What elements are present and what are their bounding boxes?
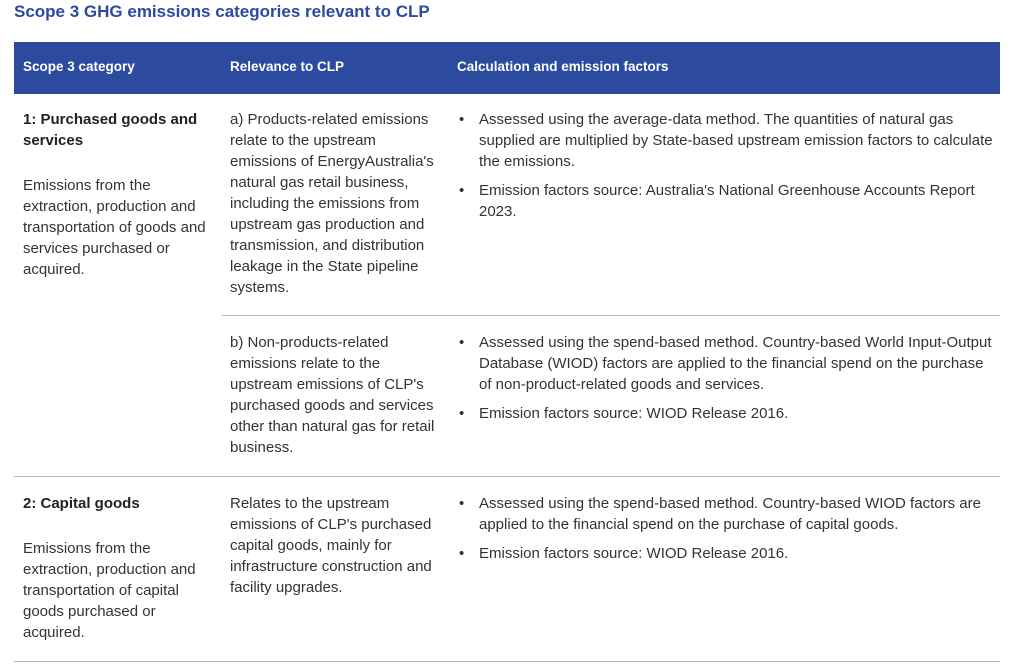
list-item	[459, 403, 1000, 424]
calculation-text: Assessed using the spend-based method. Country-based WIOD factors are applied to the financial spend on the purchase of capital goods.	[479, 495, 981, 533]
table-header	[14, 42, 1000, 94]
category-title: 1: Purchased goods and services	[23, 111, 198, 149]
category-description: Emissions from the extraction, production and transportation of goods and services purchased or acquired.	[23, 177, 206, 278]
bullet-icon: •	[459, 495, 465, 512]
list-item	[459, 109, 1000, 172]
table-row	[14, 477, 1000, 662]
bullet-icon: •	[459, 545, 465, 562]
header-scope3-category: Scope 3 category	[23, 59, 135, 74]
calculation-list	[459, 332, 1000, 432]
page-title: Scope 3 GHG emissions categories relevant to CLP	[14, 2, 430, 21]
header-calculation: Calculation and emission factors	[457, 59, 669, 74]
calculation-text: Assessed using the average-data method. The quantities of natural gas supplied are multiplied by State-based upstream emission factors to calculate the emissions.	[479, 111, 993, 170]
list-item	[459, 180, 1000, 222]
header-relevance: Relevance to CLP	[230, 59, 345, 74]
calculation-list	[459, 493, 1000, 572]
relevance-text: b) Non-products-related emissions relate to the upstream emissions of CLP's purchased goods and services other than natural gas for retail business.	[230, 334, 435, 456]
scope3-table	[14, 42, 1000, 662]
calculation-text: Assessed using the spend-based method. Country-based World Input-Output Database (WIOD) factors are applied to the financial spend on the purchase of non-product-related goods and services.	[479, 334, 992, 393]
list-item	[459, 493, 1000, 535]
calculation-text: Emission factors source: Australia's National Greenhouse Accounts Report 2023.	[479, 182, 975, 220]
bullet-icon: •	[459, 405, 465, 422]
bullet-icon: •	[459, 334, 465, 351]
category-description: Emissions from the extraction, production and transportation of capital goods purchased or acquired.	[23, 540, 196, 641]
calculation-text: Emission factors source: WIOD Release 2016.	[479, 405, 789, 422]
bullet-icon: •	[459, 182, 465, 199]
list-item	[459, 543, 1000, 564]
relevance-text: a) Products-related emissions relate to the upstream emissions of EnergyAustralia's natural gas retail business, including the emissions from upstream gas production and transmission, and distribution leakage in the State pipeline systems.	[230, 111, 434, 296]
relevance-text: Relates to the upstream emissions of CLP's purchased capital goods, mainly for infrastructure construction and facility upgrades.	[230, 495, 432, 596]
category-title: 2: Capital goods	[23, 495, 140, 512]
calculation-text: Emission factors source: WIOD Release 2016.	[479, 545, 789, 562]
list-item	[459, 332, 1000, 395]
calculation-list	[459, 109, 1000, 230]
sub-row-divider	[222, 315, 1000, 316]
bullet-icon: •	[459, 111, 465, 128]
table-row	[14, 94, 1000, 477]
